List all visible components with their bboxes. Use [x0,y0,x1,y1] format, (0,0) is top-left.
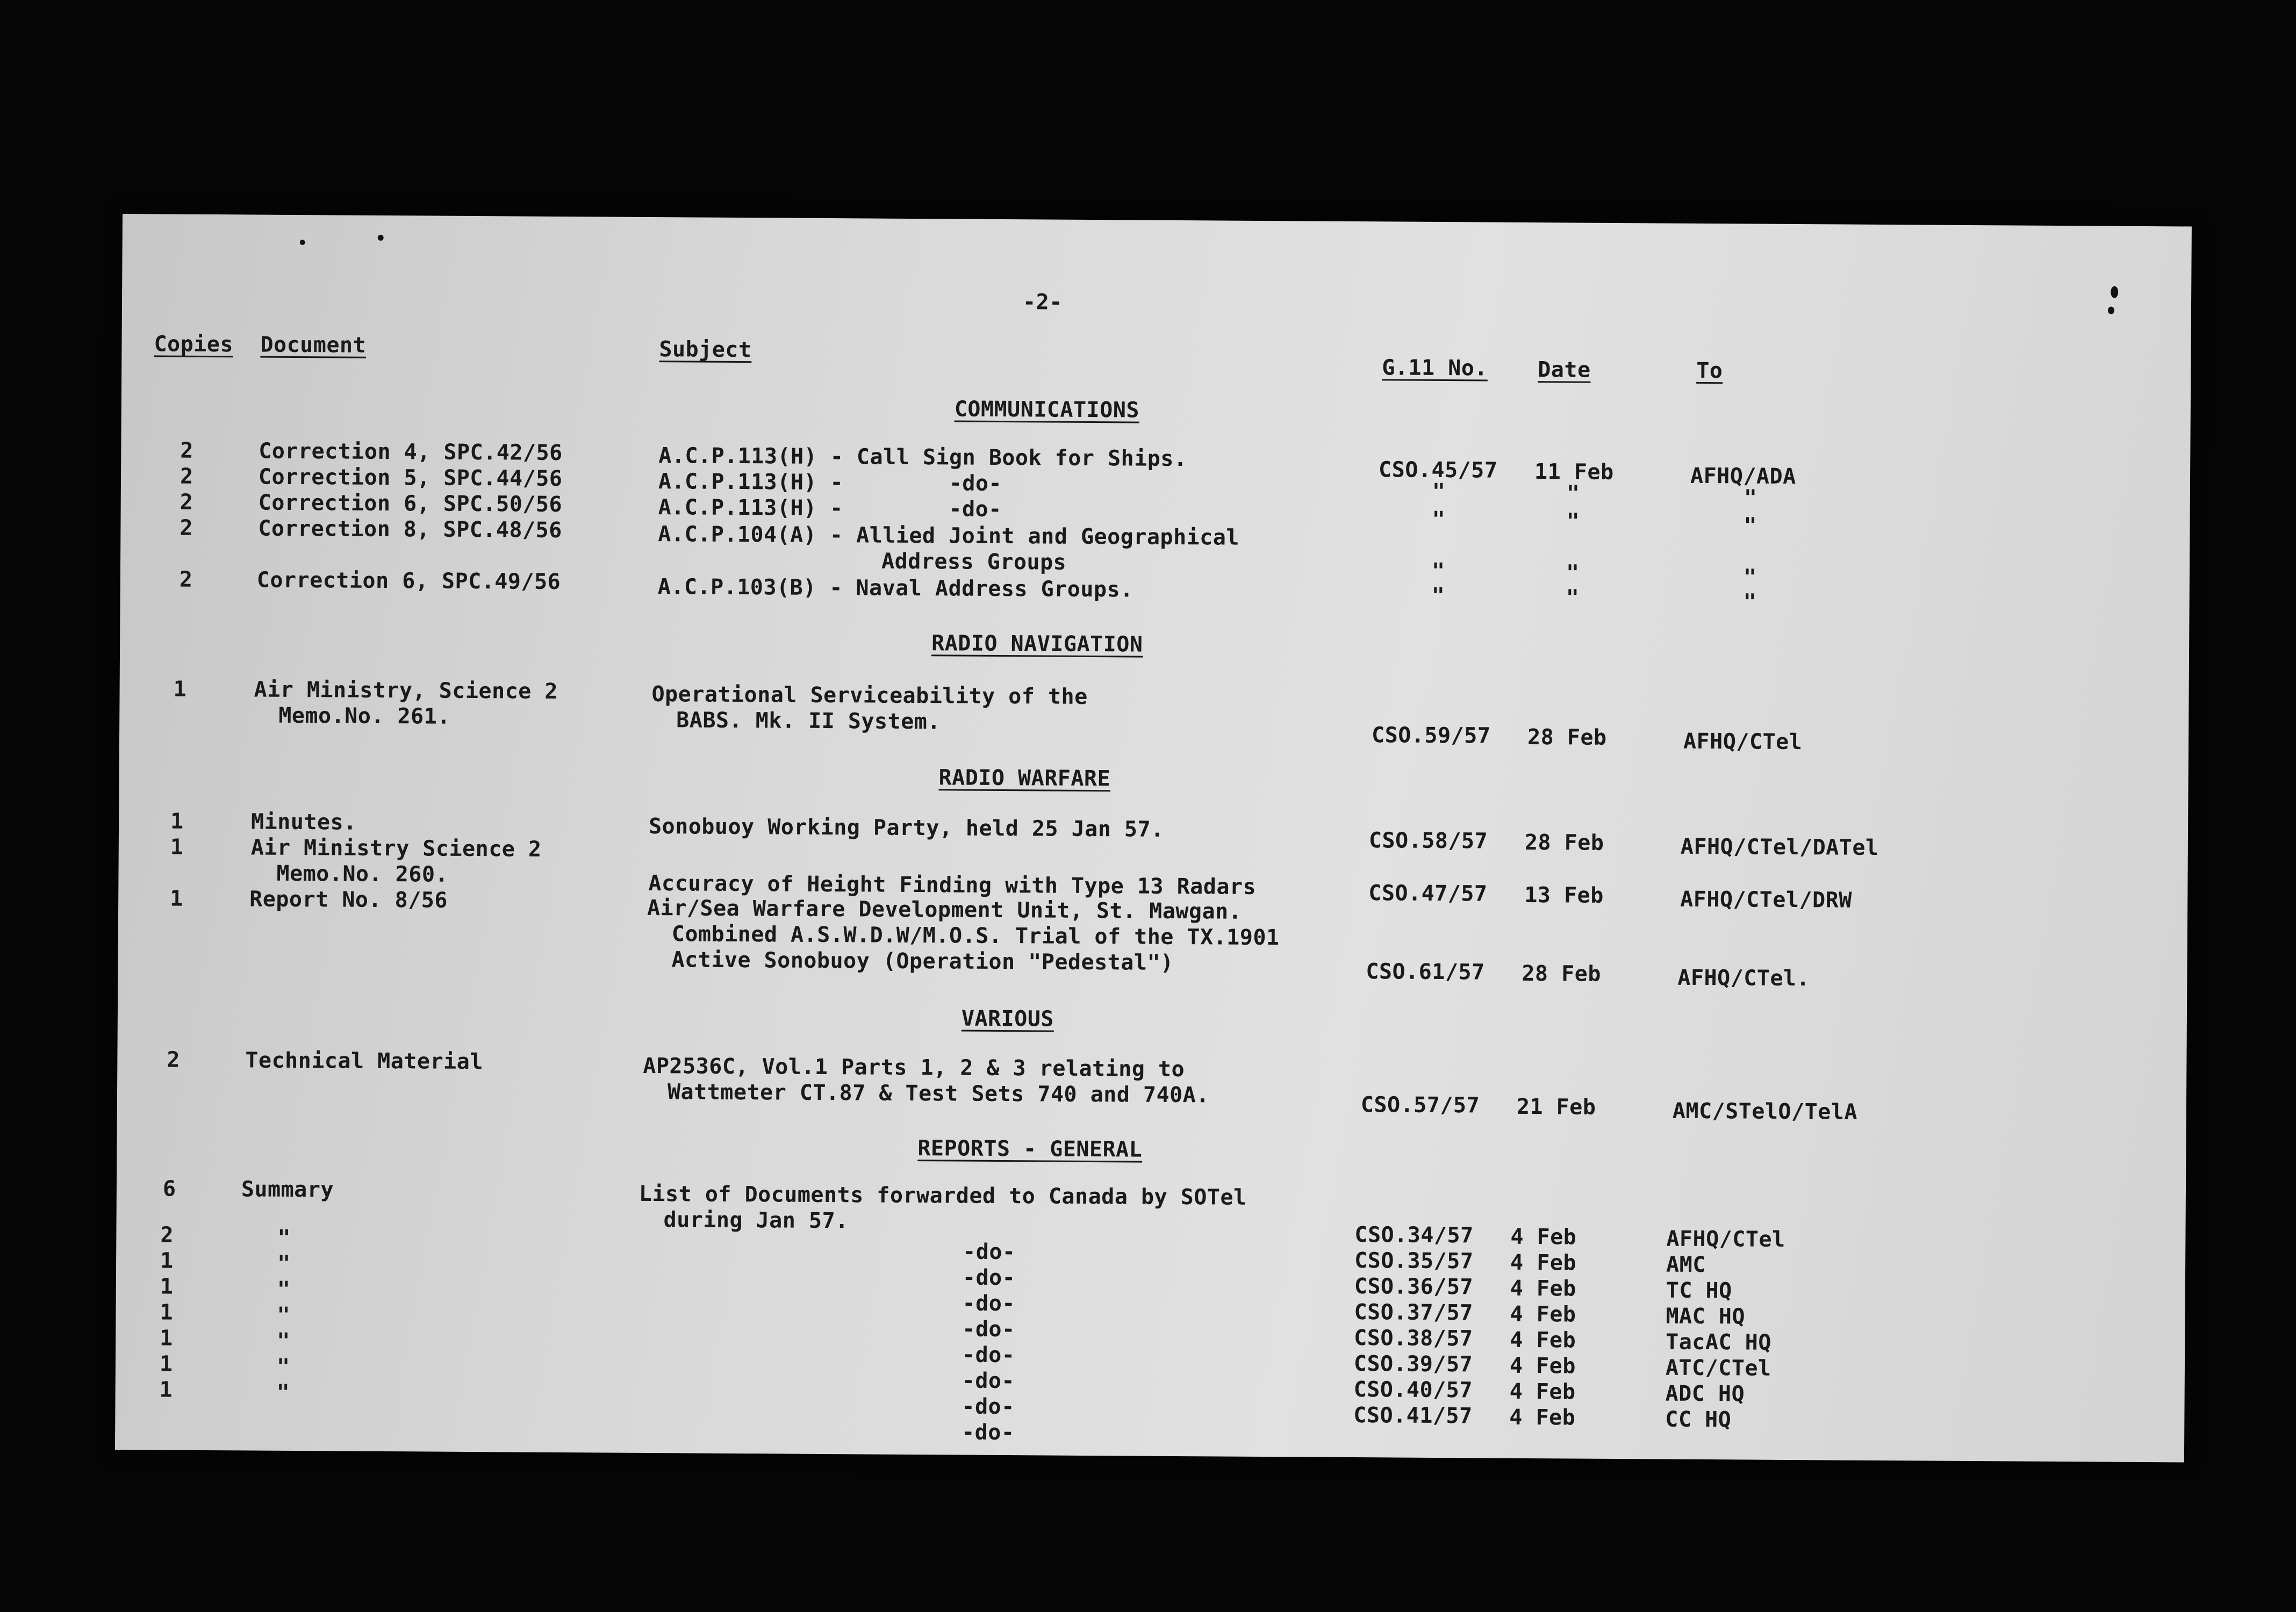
g11-cell: " [1431,583,1445,609]
to-cell: AFHQ/CTel. [1677,965,1810,991]
copies-cell: 2 [167,1047,181,1073]
subject-cell: -do- [962,1368,1015,1394]
g11-cell: " [1431,558,1445,584]
to-cell: AFHQ/CTel/DATel [1680,834,1879,860]
date-cell: 4 Feb [1509,1405,1576,1430]
g11-cell: CSO.59/57 [1371,723,1491,749]
subject-cell-continued: Active Sonobuoy (Operation "Pedestal") [671,947,1174,975]
section-reports-general: REPORTS - GENERAL [917,1136,1143,1162]
subject-cell-continued: Wattmeter CT.87 & Test Sets 740 and 740A. [667,1080,1210,1108]
subject-cell: -do- [962,1316,1015,1342]
document-cell: " [276,1354,290,1379]
copies-cell: 1 [160,1300,174,1325]
g11-cell: CSO.57/57 [1360,1092,1480,1118]
copies-cell: 6 [162,1176,176,1201]
document-cell: Report No. 8/56 [249,887,448,913]
subject-cell: Air/Sea Warfare Development Unit, St. Mawgan. [647,895,1242,924]
to-cell: AFHQ/CTel [1666,1226,1785,1252]
dust-speck [2108,307,2114,314]
date-cell: 4 Feb [1510,1224,1577,1250]
copies-cell: 1 [160,1274,174,1299]
subject-cell-continued: BABS. Mk. II System. [676,708,941,735]
copies-cell: 2 [180,464,193,489]
section-radio-warfare: RADIO WARFARE [938,765,1111,791]
subject-cell: -do- [962,1291,1016,1316]
document-cell: Minutes. [250,809,357,835]
subject-cell-continued: Address Groups [881,549,1067,575]
g11-cell: CSO.34/57 [1354,1222,1474,1248]
date-cell: " [1566,509,1580,534]
copies-cell: 1 [160,1248,174,1273]
to-cell: AMC [1666,1252,1706,1278]
subject-cell: Sonobuoy Working Party, held 25 Jan 57. [648,814,1164,842]
date-cell: 4 Feb [1509,1379,1576,1405]
g11-cell: CSO.47/57 [1368,881,1488,906]
document-cell: " [276,1380,290,1405]
page-number: -2- [1022,290,1063,315]
section-various: VARIOUS [961,1006,1054,1032]
date-cell: 13 Feb [1524,882,1604,908]
date-cell: 21 Feb [1516,1094,1596,1120]
to-cell: MAC HQ [1666,1304,1746,1329]
to-cell: " [1743,565,1757,590]
header-g11-no: G.11 No. [1382,355,1488,381]
document-cell-continued: Memo.No. 260. [276,861,449,887]
subject-cell: AP2536C, Vol.1 Parts 1, 2 & 3 relating to [643,1053,1185,1082]
subject-cell-continued: Combined A.S.W.D.W/M.O.S. Trial of the TX.1901 [671,922,1280,951]
header-date: Date [1538,357,1591,383]
to-cell: AMC/STelO/TelA [1672,1098,1858,1125]
to-cell: " [1743,485,1757,510]
dust-speck [378,235,384,241]
section-communications: COMMUNICATIONS [954,397,1140,423]
g11-cell: CSO.36/57 [1354,1274,1474,1300]
subject-cell: Operational Serviceability of the [651,682,1088,709]
header-to: To [1696,358,1723,384]
header-copies: Copies [154,332,234,357]
dust-speck [2111,286,2118,298]
to-cell: AFHQ/ADA [1690,463,1796,490]
date-cell: 4 Feb [1510,1250,1577,1276]
document-page [115,214,2192,1462]
subject-cell: A.C.P.113(H) - -do- [658,495,1002,522]
subject-cell: A.C.P.113(H) - Call Sign Book for Ships. [658,443,1187,472]
copies-cell: 1 [159,1351,173,1377]
date-cell: 28 Feb [1527,724,1607,750]
dust-speck [300,240,305,245]
document-cell: " [277,1328,290,1354]
g11-cell: CSO.39/57 [1353,1351,1473,1377]
document-cell: Correction 6, SPC.49/56 [256,567,561,594]
date-cell: 4 Feb [1510,1301,1576,1327]
copies-cell: 1 [170,834,184,860]
to-cell: TacAC HQ [1666,1329,1772,1355]
document-cell: Correction 6, SPC.50/56 [258,490,563,517]
document-cell: Summary [241,1177,334,1203]
date-cell: 28 Feb [1522,961,1602,987]
document-cell: Correction 5, SPC.44/56 [258,464,563,492]
to-cell: ADC HQ [1665,1381,1745,1407]
copies-cell: 1 [170,886,183,911]
document-cell: Air Ministry Science 2 [250,835,542,862]
document-cell: " [277,1277,291,1302]
subject-cell: -do- [962,1394,1015,1420]
g11-cell: CSO.35/57 [1354,1248,1474,1274]
date-cell: 4 Feb [1509,1353,1576,1379]
g11-cell: " [1432,479,1446,505]
copies-cell: 2 [180,438,194,463]
g11-cell: CSO.58/57 [1368,828,1488,854]
header-document: Document [260,332,367,358]
to-cell: TC HQ [1666,1278,1732,1304]
to-cell: " [1743,513,1757,538]
document-cell: Correction 8, SPC.48/56 [258,516,562,543]
to-cell: CC HQ [1665,1407,1732,1433]
document-cell: Technical Material [245,1048,483,1075]
copies-cell: 2 [179,567,193,592]
g11-cell: CSO.45/57 [1378,457,1498,483]
to-cell: ATC/CTel [1665,1355,1771,1381]
date-cell: 11 Feb [1534,459,1614,485]
g11-cell: CSO.61/57 [1366,959,1485,985]
section-radio-navigation: RADIO NAVIGATION [931,631,1143,657]
subject-cell: -do- [962,1342,1015,1368]
copies-cell: 1 [173,677,187,702]
to-cell: " [1743,589,1757,615]
document-cell: Correction 4, SPC.42/56 [259,438,563,466]
copies-cell: 1 [159,1377,173,1402]
document-cell: " [277,1225,291,1250]
header-subject: Subject [659,337,752,363]
subject-cell-continued: during Jan 57. [663,1207,849,1234]
document-cell-continued: Memo.No. 261. [278,703,451,729]
g11-cell: CSO.38/57 [1354,1326,1473,1351]
date-cell: 4 Feb [1510,1327,1576,1353]
g11-cell: CSO.41/57 [1353,1403,1473,1429]
date-cell: 4 Feb [1510,1276,1576,1301]
subject-cell: -do- [963,1239,1016,1265]
g11-cell: CSO.37/57 [1354,1300,1473,1326]
copies-cell: 1 [170,809,184,834]
to-cell: AFHQ/CTel [1683,729,1803,755]
date-cell: 28 Feb [1524,830,1604,855]
document-cell: " [277,1251,291,1276]
document-cell: " [277,1302,291,1328]
copies-cell: 2 [180,490,193,515]
date-cell: " [1566,585,1580,610]
subject-cell: A.C.P.113(H) - -do- [658,469,1002,496]
subject-cell: -do- [962,1420,1015,1445]
subject-cell: Accuracy of Height Finding with Type 13 Radars [648,871,1257,899]
to-cell: AFHQ/CTel/DRW [1680,887,1852,913]
copies-cell: 2 [180,515,193,541]
subject-cell: A.C.P.104(A) - Allied Joint and Geographical [658,522,1240,550]
date-cell: " [1566,560,1580,586]
subject-cell: List of Documents forwarded to Canada by SOTel [638,1181,1247,1210]
g11-cell: CSO.40/57 [1353,1377,1473,1403]
copies-cell: 2 [160,1222,174,1248]
copies-cell: 1 [160,1326,173,1351]
subject-cell: A.C.P.103(B) - Naval Address Groups. [657,574,1133,602]
g11-cell: " [1432,507,1446,532]
subject-cell: -do- [962,1265,1016,1291]
date-cell: " [1566,481,1580,506]
document-cell: Air Ministry, Science 2 [254,677,558,704]
